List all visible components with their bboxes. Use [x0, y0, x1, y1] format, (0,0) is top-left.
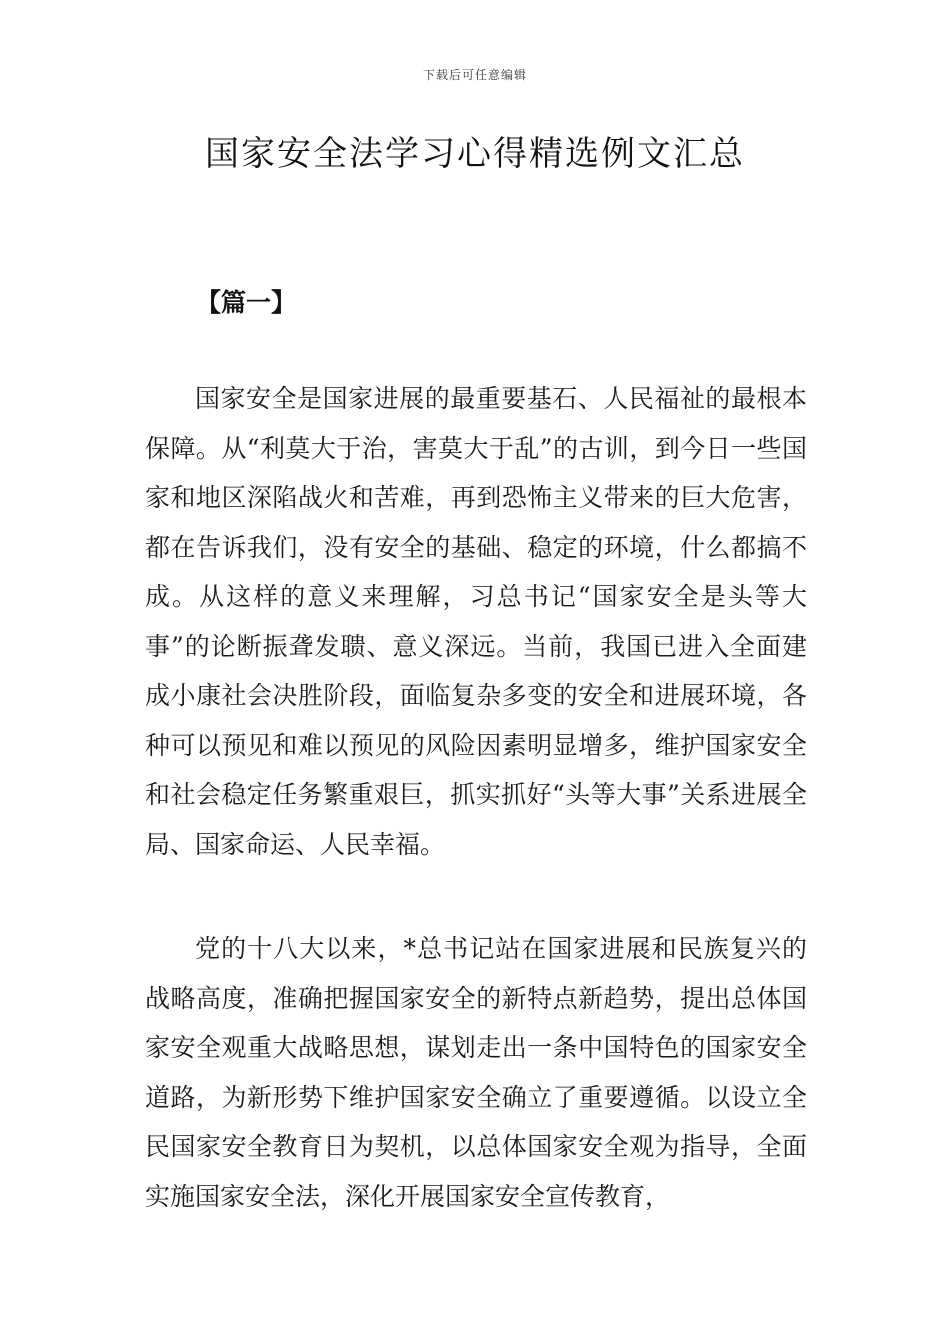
body-paragraph-1: 国家安全是国家进展的最重要基石、人民福祉的最根本保障。从“利莫大于治，害莫大于乱”的古训，到今日一些国家和地区深陷战火和苦难，再到恐怖主义带来的巨大危害，都在告诉我们，没有安全的基础、稳定的环境，什么都搞不成。从这样的意义来理解，习总书记“国家安全是头等大事”的论断振聋发聩、意义深远。当前，我国已进入全面建成小康社会决胜阶段，面临复杂多变的安全和进展环境，各种可以预见和难以预见的风险因素明显增多，维护国家安全和社会稳定任务繁重艰巨，抓实抓好“头等大事”关系进展全局、国家命运、人民幸福。	[145, 384, 807, 859]
body-paragraph-2: 党的十八大以来，*总书记站在国家进展和民族复兴的战略高度，准确把握国家安全的新特点新趋势，提出总体国家安全观重大战略思想，谋划走出一条中国特色的国家安全道路，为新形势下维护国家安全确立了重要遵循。以设立全民国家安全教育日为契机，以总体国家安全观为指导，全面实施国家安全法，深化开展国家安全宣传教育，	[145, 934, 807, 1211]
document-title: 国家安全法学习心得精选例文汇总	[205, 134, 745, 174]
header-note: 下载后可任意编辑	[422, 68, 527, 82]
section-heading: 【篇一】	[196, 288, 297, 317]
